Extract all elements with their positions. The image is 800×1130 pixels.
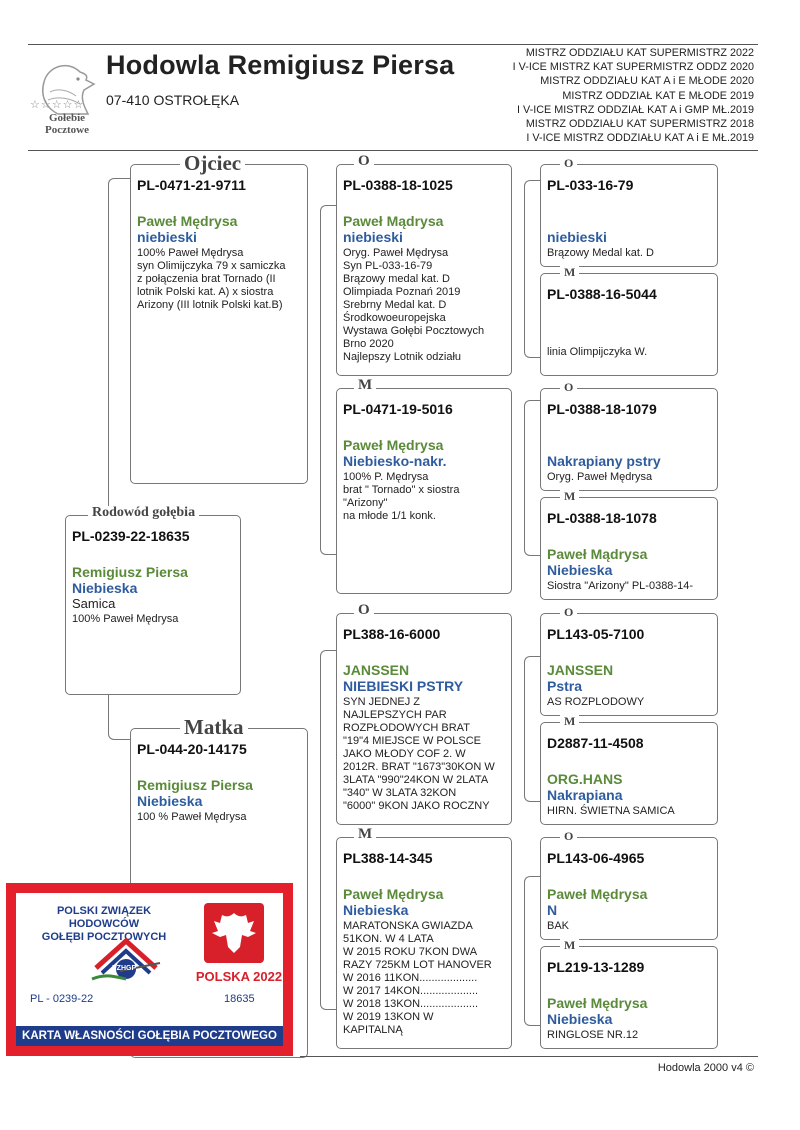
achievement-item: I V-ICE MISTRZ ODDZIAŁU KAT A i E MŁ.2019	[526, 132, 754, 145]
ggp-ring: PL143-06-4965	[547, 850, 645, 866]
father-label: Ojciec	[180, 153, 245, 174]
card-ring-right: 18635	[224, 993, 255, 1005]
ggp-color: Niebieska	[547, 562, 613, 578]
father-info: 100% Paweł Mędrysa syn Olimijczyka 79 x samiczka z połączenia brat Tornado (II lotnik Polski kat. A) x siostra Arizony (III lotnik Polski kat.B)	[137, 247, 286, 311]
subject-breeder: Remigiusz Piersa	[72, 564, 188, 580]
gp-color: niebieski	[343, 229, 403, 245]
ggp-breeder: JANSSEN	[547, 662, 614, 678]
achievement-item: I V-ICE MISTRZ ODDZIAŁ KAT A i GMP MŁ.2019	[517, 103, 754, 116]
ggp-sex-label: M	[560, 490, 579, 502]
gp-info: MARATONSKA GWIAZDA 51KON. W 4 LATA W 2015 ROKU 7KON DWA RAZY 725KM LOT HANOVER W 2016 11KON................... W 2017 14KON................... W 2018 13KON................... W 2019 13KON W KAPITALNĄ	[343, 920, 492, 1036]
ggp-sex-label: M	[560, 939, 579, 951]
subject-color: Niebieska	[72, 580, 138, 596]
gp-info: SYN JEDNEJ Z NAJLEPSZYCH PAR ROZPŁODOWYCH BRAT "19"4 MIEJSCE W POLSCE JAKO MŁODY COF 2. W 2012R. BRAT "1673"30KON W 3LATA "990"24KON W 2LATA "340" W 3LATA 32KON "6000" 9KON JAKO ROCZNY	[343, 696, 495, 812]
ggp-info: HIRN. ŚWIETNA SAMICA	[547, 805, 675, 817]
ggp-sex-label: O	[560, 157, 577, 169]
father-color: niebieski	[137, 229, 197, 245]
page-title: Hodowla Remigiusz Piersa	[106, 50, 455, 80]
ggp-breeder: Paweł Mądrysa	[547, 546, 648, 562]
ggp-color: N	[547, 902, 558, 918]
achievement-item: MISTRZ ODDZIAŁU KAT A i E MŁODE 2020	[540, 75, 754, 88]
subject-sex: Samica	[72, 596, 116, 611]
achievement-item: MISTRZ ODDZIAŁU KAT SUPERMISTRZ 2022	[525, 47, 754, 59]
ggp-card[interactable]	[540, 837, 718, 940]
gp-sex-label: O	[354, 154, 374, 169]
gp-color: Niebiesko-nakr.	[343, 453, 447, 469]
grandsire-maternal-card[interactable]	[336, 613, 512, 825]
gp-info: 100% P. Mędrysa brat " Tornado" x siostra "Arizony" na młode 1/1 konk.	[343, 471, 460, 522]
pzhgp-badge: PZHGP	[112, 965, 137, 972]
ggp-ring: PL-0388-16-5044	[547, 286, 657, 302]
ggp-card[interactable]	[540, 164, 718, 267]
ggp-breeder	[547, 437, 711, 453]
grandsire-paternal-card[interactable]	[336, 164, 512, 376]
gp-sex-label: O	[354, 603, 374, 618]
ggp-card[interactable]	[540, 722, 718, 825]
gp-sex-label: M	[354, 827, 376, 842]
gp-ring: PL-0388-18-1025	[343, 177, 453, 193]
ggp-info: Brązowy Medal kat. D	[547, 247, 654, 259]
card-ring-left: PL - 0239-22	[30, 993, 94, 1005]
achievement-item: MISTRZ ODDZIAŁU KAT SUPERMISTRZ 2018	[525, 118, 754, 131]
father-breeder: Paweł Mędrysa	[137, 213, 238, 229]
subject-info: 100% Paweł Mędrysa	[72, 613, 179, 625]
mother-connector	[320, 650, 336, 1010]
achievements-list	[513, 46, 754, 145]
ggp-card[interactable]	[540, 273, 718, 376]
gp-breeder: Paweł Mędrysa	[343, 886, 444, 902]
granddam-paternal-card[interactable]	[336, 388, 512, 594]
granddam-maternal-card[interactable]	[336, 837, 512, 1049]
ggp-info: linia Olimpijczyka W.	[547, 346, 648, 358]
subject-label: Rodowód gołębia	[88, 506, 199, 520]
father-connector	[320, 205, 336, 555]
footer-rule	[300, 1056, 758, 1057]
ggp-ring: PL-0388-18-1078	[547, 510, 657, 526]
gp-color: NIEBIESKI PSTRY	[343, 678, 464, 694]
mother-ring: PL-044-20-14175	[137, 741, 247, 757]
ggp-color: Nakrapiany pstry	[547, 453, 661, 469]
ggp-breeder	[547, 213, 711, 229]
gp-breeder: JANSSEN	[343, 662, 410, 678]
gp2-connector	[524, 400, 540, 556]
ggp-ring: PL-033-16-79	[547, 177, 634, 193]
ggp-ring: PL219-13-1289	[547, 959, 645, 975]
ggp-sex-label: O	[560, 381, 577, 393]
ggp-ring: PL143-05-7100	[547, 626, 645, 642]
ggp-ring: PL-0388-18-1079	[547, 401, 657, 417]
polish-eagle-icon	[204, 903, 264, 963]
gp-color: Niebieska	[343, 902, 409, 918]
mother-info: 100 % Paweł Mędrysa	[137, 811, 247, 823]
ggp-breeder: Paweł Mędrysa	[547, 995, 648, 1011]
achievement-item: I V-ICE MISTRZ KAT SUPERMISTRZ ODDZ 2020	[512, 61, 754, 74]
ggp-breeder: ORG.HANS	[547, 771, 623, 787]
ownership-card	[6, 883, 293, 1056]
ggp-info: BAK	[547, 920, 570, 932]
footer-text: Hodowla 2000 v4 ©	[657, 1062, 754, 1074]
ggp-card[interactable]	[540, 613, 718, 716]
card-title: POLSKI ZWIĄZEK HODOWCÓW GOŁĘBI POCZTOWYCH	[41, 905, 167, 943]
ggp-color: niebieski	[547, 229, 607, 245]
gp-ring: PL-0471-19-5016	[343, 401, 453, 417]
gp3-connector	[524, 656, 540, 802]
ggp-sex-label: M	[560, 715, 579, 727]
father-card[interactable]	[130, 164, 308, 484]
gp-ring: PL388-14-345	[343, 850, 433, 866]
ggp-card[interactable]	[540, 497, 718, 600]
ggp-info: AS ROZPLODOWY	[547, 696, 645, 708]
gp-breeder: Paweł Mądrysa	[343, 213, 444, 229]
ggp-color: Nakrapiana	[547, 787, 623, 803]
ggp-info: RINGLOSE NR.12	[547, 1029, 639, 1041]
ggp-card[interactable]	[540, 388, 718, 491]
card-band: KARTA WŁASNOŚCI GOŁĘBIA POCZTOWEGO	[16, 1026, 283, 1046]
gp1-connector	[524, 180, 540, 358]
mother-breeder: Remigiusz Piersa	[137, 777, 253, 793]
achievement-item: MISTRZ ODDZIAŁ KAT E MŁODE 2019	[562, 89, 754, 102]
ggp-color: Niebieska	[547, 1011, 613, 1027]
ggp-ring: D2887-11-4508	[547, 735, 644, 751]
subject-card[interactable]	[65, 515, 241, 695]
gp-ring: PL388-16-6000	[343, 626, 441, 642]
ggp-info: Siostra "Arizony" PL-0388-14-	[547, 580, 693, 592]
ggp-sex-label: O	[560, 606, 577, 618]
ggp-sex-label: O	[560, 830, 577, 842]
breeder-address: 07-410 OSTROŁĘKA	[106, 92, 240, 108]
gp-info: Oryg. Paweł Mędrysa Syn PL-033-16-79 Brązowy medal kat. D Olimpiada Poznań 2019 Srebrny Medal kat. D Środkowoeuropejska Wystawa Gołębi Pocztowych Brno 2020 Najlepszy Lotnik odziału	[343, 247, 485, 363]
pzhgp-logo-icon	[86, 933, 166, 988]
mother-label: Matka	[180, 717, 248, 738]
logo-text: Gołebie Pocztowe	[45, 112, 89, 136]
ggp-color: Pstra	[547, 678, 583, 694]
subject-ring: PL-0239-22-18635	[72, 528, 190, 544]
ggp-card[interactable]	[540, 946, 718, 1049]
ggp-info: Oryg. Paweł Mędrysa	[547, 471, 653, 483]
mother-color: Niebieska	[137, 793, 203, 809]
stars-icon: ☆☆☆☆☆	[30, 99, 85, 111]
card-year: POLSKA 2022	[195, 969, 283, 984]
header-bottom-rule	[28, 150, 758, 151]
father-ring: PL-0471-21-9711	[137, 177, 246, 193]
ggp-sex-label: M	[560, 266, 579, 278]
ggp-breeder: Paweł Mędrysa	[547, 886, 648, 902]
gp-breeder: Paweł Mędrysa	[343, 437, 444, 453]
gp-sex-label: M	[354, 378, 376, 393]
gp4-connector	[524, 876, 540, 1026]
ownership-card-inner	[16, 893, 283, 1046]
header-top-rule	[28, 44, 758, 45]
